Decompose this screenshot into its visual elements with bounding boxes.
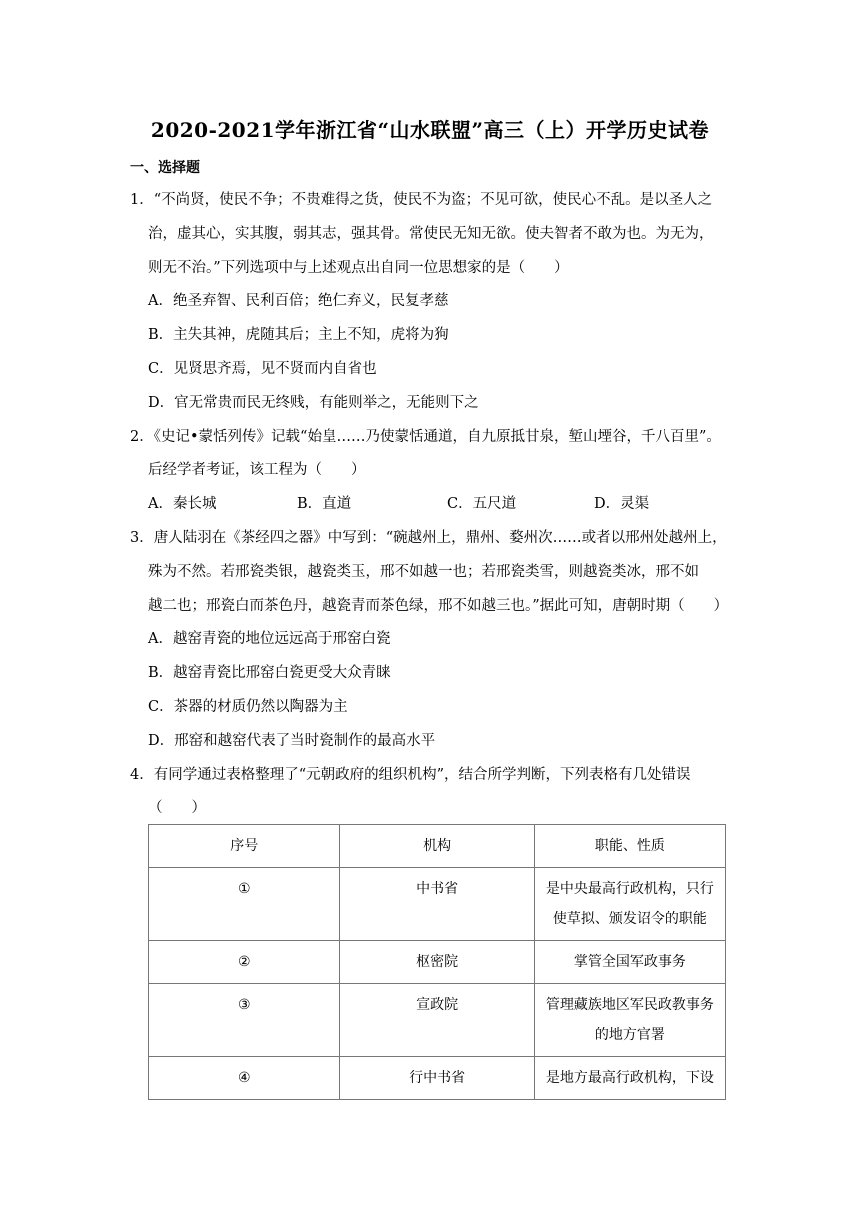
row-function — [534, 984, 725, 1057]
row-number: ③ — [149, 984, 340, 1057]
row-function-line: 是中央最高行政机构，只行 — [545, 881, 714, 897]
q3-option-a[interactable]: A．越窑青瓷的地位远远高于邢窑白瓷 — [148, 631, 391, 647]
q2-option-c[interactable]: C．五尺道 — [447, 496, 517, 512]
row-function — [534, 1057, 725, 1100]
row-function-line: 使草拟、颁发诏令的职能 — [552, 911, 707, 927]
row-org: 行中书省 — [340, 1057, 534, 1100]
q2-option-b[interactable]: B．直道 — [297, 496, 352, 512]
row-function-line: 的地方官署 — [594, 1027, 665, 1043]
q1-option-a[interactable]: A．绝圣弃智、民利百倍；绝仁弃义，民复孝慈 — [148, 293, 449, 309]
q1-option-d[interactable]: D．官无常贵而民无终贱，有能则举之，无能则下之 — [148, 395, 479, 411]
header-cell-number: 序号 — [149, 825, 340, 868]
table-row — [149, 984, 726, 1057]
q3-stem-line: 3．唐人陆羽在《茶经四之器》中写到：“碗越州上，鼎州、婺州次……或者以邢州处越州上， — [130, 530, 727, 546]
row-number: ② — [149, 941, 340, 984]
table-row — [149, 868, 726, 941]
q2-stem-line: 后经学者考证，该工程为（ ） — [148, 462, 366, 478]
row-number: ④ — [149, 1057, 340, 1100]
section-heading: 一、选择题 — [130, 160, 200, 176]
q3-option-b[interactable]: B．越窑青瓷比邢窑白瓷更受大众青睐 — [148, 665, 391, 681]
q1-option-b[interactable]: B．主失其神，虎随其后；主上不知，虎将为狗 — [148, 327, 449, 343]
org-structure-table — [148, 824, 726, 1100]
row-function-line: 掌管全国军政事务 — [573, 954, 686, 970]
q3-option-c[interactable]: C．茶器的材质仍然以陶器为主 — [148, 699, 348, 715]
row-number: ① — [149, 868, 340, 941]
row-function-line: 管理藏族地区军民政教事务 — [545, 997, 714, 1013]
q1-stem-line: 治，虚其心，实其腹，弱其志，强其骨。常使民无知无欲。使夫智者不敢为也。为无为， — [148, 226, 714, 242]
q2-option-d[interactable]: D．灵渠 — [594, 496, 650, 512]
row-org: 宣政院 — [340, 984, 534, 1057]
q2-stem-line: 2．《史记•蒙恬列传》记载“始皇……乃使蒙恬通道，自九原抵甘泉，堑山堙谷，千八百里”。 — [130, 429, 721, 445]
row-org: 中书省 — [340, 868, 534, 941]
table-header-row — [149, 825, 726, 868]
table-row — [149, 941, 726, 984]
q4-stem-line: （ ） — [148, 800, 206, 816]
row-function — [534, 941, 725, 984]
row-function-line: 是地方最高行政机构，下设 — [545, 1070, 714, 1086]
header-cell-function: 职能、性质 — [534, 825, 725, 868]
q4-stem-line: 4．有同学通过表格整理了“元朝政府的组织机构”，结合所学判断，下列表格有几处错误 — [130, 767, 691, 783]
q1-stem-line: 1．“不尚贤，使民不争；不贵难得之货，使民不为盗；不见可欲，使民心不乱。是以圣人之 — [130, 192, 713, 208]
q3-stem-line: 殊为不然。若邢瓷类银，越瓷类玉，邢不如越一也；若邢瓷类雪，则越瓷类冰，邢不如 — [148, 564, 699, 580]
q2-option-a[interactable]: A．秦长城 — [148, 496, 217, 512]
table-row — [149, 1057, 726, 1100]
row-org: 枢密院 — [340, 941, 534, 984]
header-cell-org: 机构 — [340, 825, 534, 868]
exam-title: 2020-2021学年浙江省“山水联盟”高三（上）开学历史试卷 — [150, 118, 710, 142]
q1-option-c[interactable]: C．见贤思齐焉，见不贤而内自省也 — [148, 361, 377, 377]
q3-option-d[interactable]: D．邢窑和越窑代表了当时瓷制作的最高水平 — [148, 733, 436, 749]
q1-stem-line: 则无不治。”下列选项中与上述观点出自同一位思想家的是（ ） — [148, 260, 569, 276]
q3-stem-line: 越二也；邢瓷白而茶色丹，越瓷青而茶色绿，邢不如越三也。”据此可知，唐朝时期（ ） — [148, 598, 729, 614]
row-function — [534, 868, 725, 941]
